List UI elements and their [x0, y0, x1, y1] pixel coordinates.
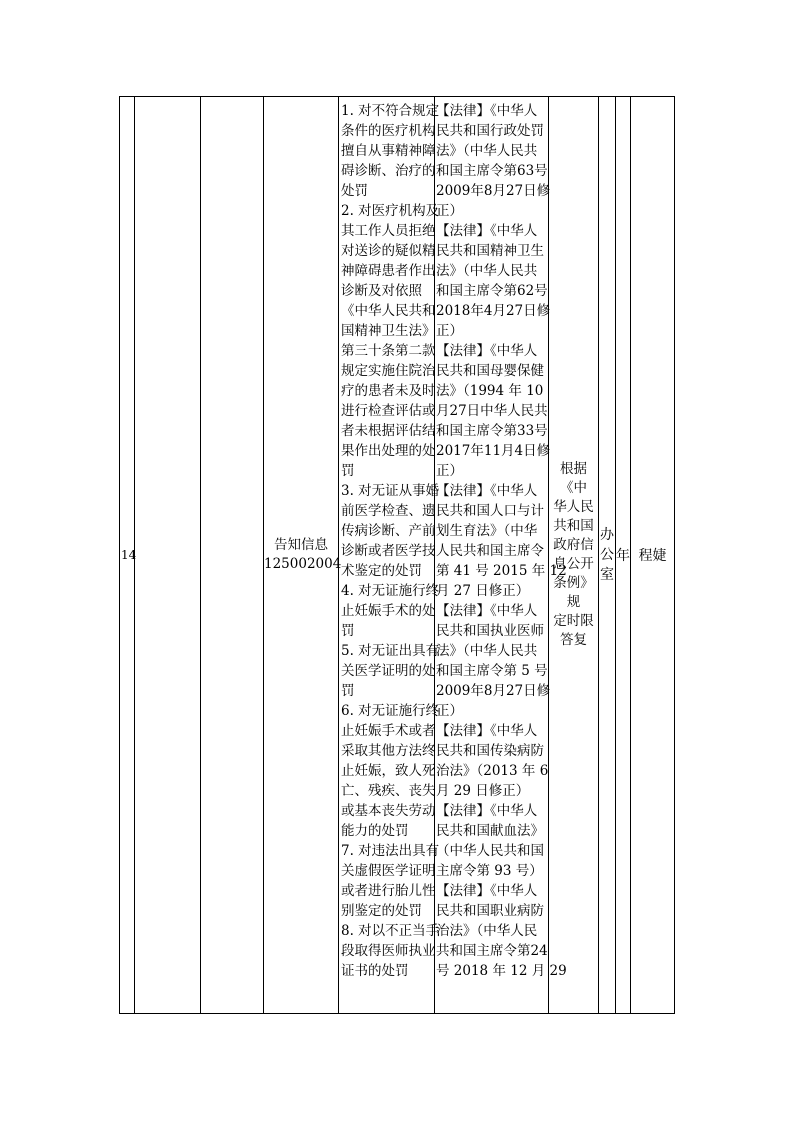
items-line: 4. 对无证施行终 — [341, 583, 440, 599]
basis-cell — [435, 97, 567, 1014]
basis-line: 民共和国献血法》 — [436, 823, 544, 839]
table-row — [120, 97, 675, 1014]
items-line: 对送诊的疑似精 — [341, 243, 436, 259]
basis-line: 法》（中华人民共 — [436, 263, 538, 279]
items-line: 神障碍患者作出 — [341, 263, 436, 279]
basis-line: 和国主席令第 5 号 — [436, 663, 548, 679]
items-line: 8. 对以不正当手 — [341, 923, 440, 939]
items-line: 国精神卫生法》 — [341, 323, 436, 339]
items-line: 6. 对无证施行终 — [341, 703, 440, 719]
items-line: 罚 — [341, 463, 355, 479]
reply-line: 华人民 — [553, 499, 594, 515]
items-line: 关虚假医学证明 — [341, 863, 436, 879]
basis-line: 和国主席令第33号 — [436, 423, 548, 439]
notice-code: 125002004 — [264, 556, 342, 572]
basis-line: 治法》（中华人民 — [436, 923, 538, 939]
basis-line: 划生育法》（中华 — [436, 523, 538, 539]
items-line: 段取得医师执业 — [341, 943, 436, 959]
items-line: 别鉴定的处罚 — [341, 903, 422, 919]
reply-line: 条例》规 — [553, 575, 594, 610]
reply-line: 政府信 — [553, 537, 594, 553]
basis-line: 【法律】《中华人 — [436, 103, 538, 119]
basis-line: 和国主席令第63号 — [436, 163, 548, 179]
items-line: 止妊娠，致人死 — [341, 763, 436, 779]
items-line: 擅自从事精神障 — [341, 143, 436, 159]
basis-line: 【法律】《中华人 — [436, 803, 538, 819]
items-line: 罚 — [341, 623, 355, 639]
items-line: 罚 — [341, 683, 355, 699]
term-cell: 年 — [616, 97, 631, 1014]
basis-line: 法》（中华人民共 — [436, 643, 538, 659]
items-line: 证书的处罚 — [341, 963, 409, 979]
basis-line: 【法律】《中华人 — [436, 223, 538, 239]
basis-line: 月 29 日修正） — [436, 783, 530, 799]
items-line: 处罚 — [341, 183, 368, 199]
items-line: 进行检查评估或 — [341, 403, 436, 419]
items-line: 规定实施住院治 — [341, 363, 436, 379]
basis-line: 2009年8月27日修 — [436, 183, 551, 199]
person-cell: 程婕 — [631, 97, 675, 1014]
basis-line: 正） — [436, 463, 463, 479]
basis-line: 治法》（2013 年 6 — [436, 763, 549, 779]
basis-line: 月27日中华人民共 — [436, 403, 548, 419]
items-line: 条件的医疗机构 — [341, 123, 436, 139]
basis-line: 月 27 日修正） — [436, 583, 530, 599]
reply-line: 答复 — [560, 632, 587, 648]
basis-line: 2018年4月27日修 — [436, 303, 551, 319]
basis-line: 民共和国精神卫生 — [436, 243, 544, 259]
items-line: 前医学检查、遗 — [341, 503, 436, 519]
office-line: 办 — [600, 527, 614, 543]
reply-line: 息公开 — [553, 556, 594, 572]
items-line: 能力的处罚 — [341, 823, 409, 839]
items-line: 或基本丧失劳动 — [341, 803, 436, 819]
items-line: 3. 对无证从事婚 — [341, 483, 440, 499]
items-line: 或者进行胎儿性 — [341, 883, 436, 899]
basis-line: 【法律】《中华人 — [436, 883, 538, 899]
disclosure-table — [119, 96, 675, 1014]
reply-line: 共和国 — [553, 518, 594, 534]
items-line: 疗的患者未及时 — [341, 383, 436, 399]
items-line: 碍诊断、治疗的 — [341, 163, 436, 179]
notice-cell — [264, 97, 342, 1014]
items-line: 《中华人民共和 — [341, 303, 436, 319]
basis-line: 和国主席令第62号 — [436, 283, 548, 299]
items-line: 5. 对无证出具有 — [341, 643, 440, 659]
basis-line: 民共和国行政处罚 — [436, 123, 544, 139]
items-line: 采取其他方法终 — [341, 743, 436, 759]
reply-line: 根据《中 — [560, 461, 587, 496]
basis-line: 民共和国人口与计 — [436, 503, 544, 519]
items-line: 果作出处理的处 — [341, 443, 436, 459]
items-cell — [339, 97, 440, 1014]
items-line: 关医学证明的处 — [341, 663, 436, 679]
basis-line: 【法律】《中华人 — [436, 723, 538, 739]
basis-line: 法》（中华人民共 — [436, 143, 538, 159]
items-line: 其工作人员拒绝 — [341, 223, 436, 239]
basis-line: 2009年8月27日修 — [436, 683, 551, 699]
items-line: 2. 对医疗机构及 — [341, 203, 440, 219]
basis-line: 共和国主席令第24 — [436, 943, 548, 959]
basis-line: 2017年11月4日修 — [436, 443, 551, 459]
basis-line: 民共和国母婴保健 — [436, 363, 544, 379]
basis-line: 正） — [436, 203, 463, 219]
items-line: 1. 对不符合规定 — [341, 103, 440, 119]
items-line: 止妊娠手术或者 — [341, 723, 436, 739]
basis-line: 【法律】《中华人 — [436, 483, 538, 499]
notice-label: 告知信息 — [274, 537, 328, 553]
items-line: 诊断及对依照 — [341, 283, 422, 299]
office-line: 公 — [600, 547, 614, 563]
empty-cell-subcategory — [201, 97, 264, 1014]
empty-cell-category — [135, 97, 201, 1014]
items-line: 7. 对违法出具有 — [341, 843, 440, 859]
basis-line: 主席令第 93 号） — [436, 863, 543, 879]
items-line: 诊断或者医学技 — [341, 543, 436, 559]
reply-line: 定时限 — [553, 613, 594, 629]
office-cell — [599, 97, 616, 1014]
basis-line: 正） — [436, 323, 463, 339]
basis-line: 第 41 号 2015 年 12 — [436, 563, 567, 579]
basis-line: 法》（1994 年 10 — [436, 383, 544, 399]
reply-cell — [549, 97, 599, 1014]
items-line: 亡、残疾、丧失 — [341, 783, 436, 799]
basis-line: 【法律】《中华人 — [436, 343, 538, 359]
basis-line: 民共和国执业医师 — [436, 623, 544, 639]
basis-line: 正） — [436, 703, 463, 719]
office-line: 室 — [600, 567, 614, 583]
row-number: 14 — [120, 97, 135, 1014]
basis-line: 人民共和国主席令 — [436, 543, 544, 559]
basis-line: 民共和国职业病防 — [436, 903, 544, 919]
items-line: 传病诊断、产前 — [341, 523, 436, 539]
items-line: 者未根据评估结 — [341, 423, 436, 439]
basis-line: 【法律】《中华人 — [436, 603, 538, 619]
basis-line: 号 2018 年 12 月 29 — [436, 963, 567, 979]
basis-line: （中华人民共和国 — [436, 843, 544, 859]
basis-line: 民共和国传染病防 — [436, 743, 544, 759]
items-line: 术鉴定的处罚 — [341, 563, 422, 579]
items-line: 第三十条第二款 — [341, 343, 436, 359]
items-line: 止妊娠手术的处 — [341, 603, 436, 619]
